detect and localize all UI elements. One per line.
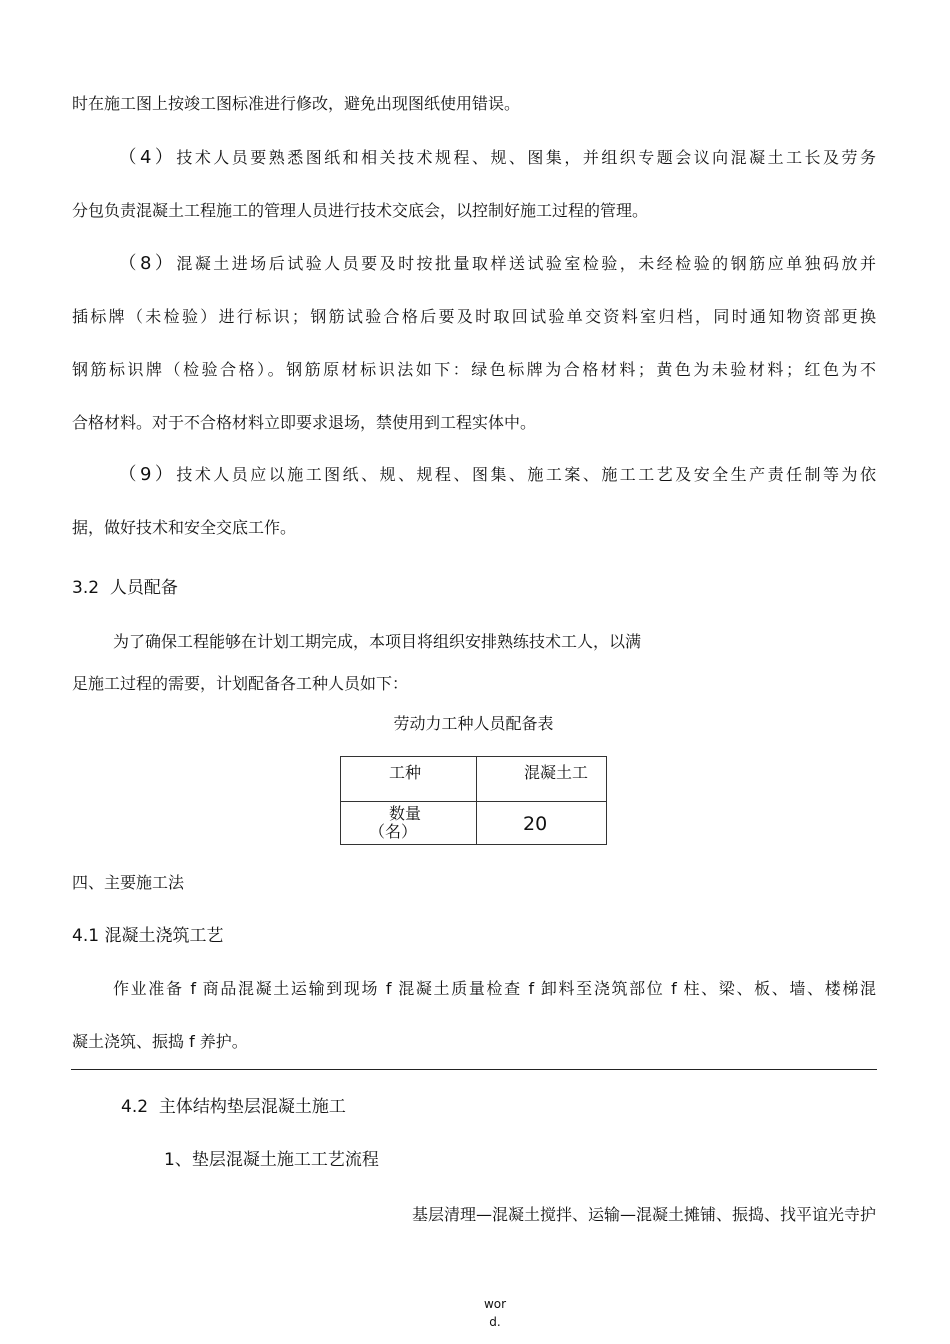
table-row (341, 802, 607, 845)
staffing-line-1: 为了确保工程能够在计划工期完成，本项目将组织安排熟练技术工人，以满 (113, 632, 642, 651)
flow-line: 基层清理—混凝土搅拌、运输—混凝土摊铺、振捣、找平谊光寺护 (411, 1205, 876, 1224)
item-8-line-3: 钢筋标识牌（检验合格）。钢筋原材标识法如下：绿色标牌为合格材料；黄色为未验材料；红色为不 (72, 360, 876, 379)
page-footer: wor d. (483, 1297, 507, 1329)
item-4-number: （4） (116, 147, 177, 168)
item-8-line-4: 合格材料。对于不合格材料立即要求退场，禁使用到工程实体中。 (72, 413, 537, 432)
item-8-line-1: （8）混凝土进场后试验人员要及时按批量取样送试验室检验，未经检验的钢筋应单独码放并 (116, 253, 876, 274)
process-line-1: 作业准备 f 商品混凝土运输到现场 f 混凝土质量检查 f 卸料至浇筑部位 f 柱、梁、板、墙、楼梯混 (113, 979, 876, 998)
item-9-number: （9） (116, 464, 177, 485)
table-row (341, 757, 607, 802)
table-cell-label: 工种 (341, 757, 477, 802)
table-cell-label: 数量 （名） (341, 802, 477, 845)
item-8-number: （8） (116, 253, 177, 274)
section-4-1-heading: 4.1 混凝土浇筑工艺 (72, 926, 224, 946)
horizontal-divider (71, 1069, 877, 1070)
item-4-line-1: （4）技术人员要熟悉图纸和相关技术规程、规、图集，并组织专题会议向混凝土工长及劳务 (116, 147, 876, 168)
table-cell-value: 20 (477, 802, 607, 845)
process-line-2: 凝土浇筑、振捣 f 养护。 (72, 1032, 248, 1051)
staffing-line-2: 足施工过程的需要，计划配备各工种人员如下： (72, 674, 409, 693)
section-4-heading: 四、主要施工法 (72, 873, 185, 892)
labor-table (340, 756, 607, 845)
section-3-2-heading: 3.2 人员配备 (72, 578, 178, 598)
item-9-line-1: （9）技术人员应以施工图纸、规、规程、图集、施工案、施工工艺及安全生产责任制等为依 (116, 464, 876, 485)
section-4-2-heading: 4.2 主体结构垫层混凝土施工 (121, 1097, 346, 1117)
item-9-line-2: 据，做好技术和安全交底工作。 (72, 518, 297, 537)
paragraph-continuation: 时在施工图上按竣工图标准进行修改，避免出现图纸使用错误。 (72, 94, 521, 113)
item-8-line-2: 插标牌（未检验）进行标识；钢筋试验合格后要及时取回试验单交资料室归档，同时通知物资部更换 (72, 307, 876, 326)
table-cell-value: 混凝土工 (477, 757, 607, 802)
table-title: 劳动力工种人员配备表 (393, 714, 554, 733)
item-4-line-2: 分包负责混凝土工程施工的管理人员进行技术交底会，以控制好施工过程的管理。 (72, 201, 649, 220)
subsection-1-heading: 1、垫层混凝土施工工艺流程 (164, 1150, 379, 1170)
